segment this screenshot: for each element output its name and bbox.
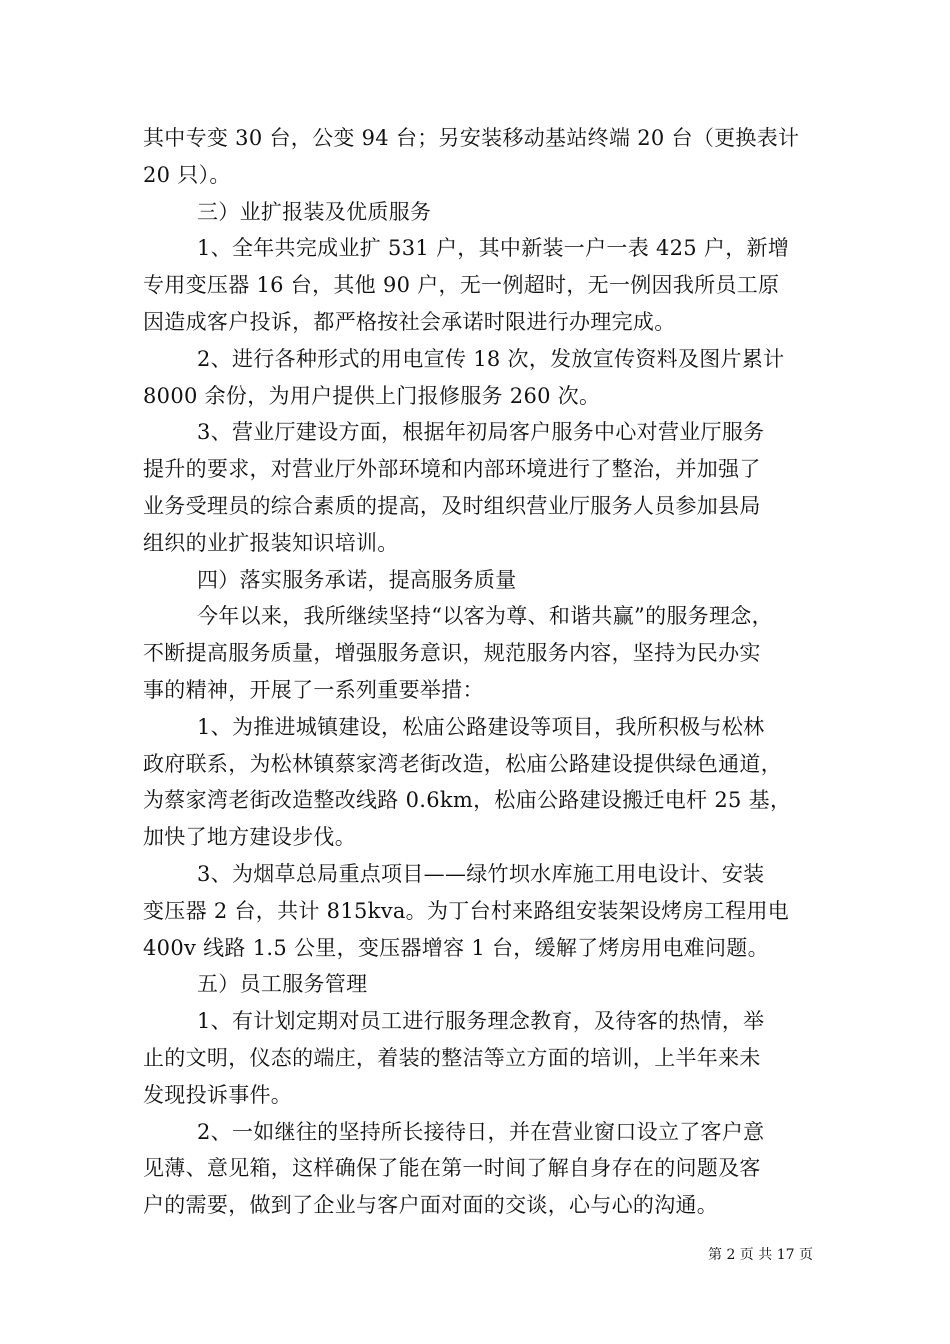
text-line: 2、一如继往的坚持所长接待日，并在营业窗口设立了客户意 bbox=[197, 1119, 765, 1144]
text-line: 不断提高服务质量，增强服务意识，规范服务内容，坚持为民办实 bbox=[143, 641, 761, 666]
text-line: 五）员工服务管理 bbox=[197, 972, 368, 997]
text-line: 政府联系，为松林镇蔡家湾老街改造，松庙公路建设提供绿色通道， bbox=[143, 751, 782, 776]
text-line: 3、为烟草总局重点项目——绿竹坝水库施工用电设计、安装 bbox=[197, 861, 765, 886]
text-line: 为蔡家湾老街改造整改线路 0.6km，松庙公路建设搬迁电杆 25 基， bbox=[143, 788, 792, 813]
text-line: 三）业扩报装及优质服务 bbox=[197, 199, 432, 224]
text-line: 8000 余份，为用户提供上门报修服务 260 次。 bbox=[143, 383, 601, 408]
text-line: 1、为推进城镇建设，松庙公路建设等项目，我所积极与松林 bbox=[197, 714, 765, 739]
text-line: 加快了地方建设步伐。 bbox=[143, 825, 356, 850]
text-line: 1、有计划定期对员工进行服务理念教育，及待客的热情，举 bbox=[197, 1009, 765, 1034]
text-line: 见薄、意见箱，这样确保了能在第一时间了解自身存在的问题及客 bbox=[143, 1156, 761, 1181]
text-line: 其中专变 30 台，公变 94 台；另安装移动基站终端 20 台（更换表计 bbox=[143, 126, 800, 150]
text-line: 专用变压器 16 台，其他 90 户，无一例超时，无一例因我所员工原 bbox=[143, 273, 780, 298]
text-line: 今年以来，我所继续坚持“以客为尊、和谐共赢”的服务理念， bbox=[197, 604, 773, 629]
text-line: 提升的要求，对营业厅外部环境和内部环境进行了整治，并加强了 bbox=[143, 457, 761, 482]
text-line: 因造成客户投诉，都严格按社会承诺时限进行办理完成。 bbox=[143, 309, 676, 334]
text-line: 组织的业扩报装知识培训。 bbox=[143, 530, 399, 555]
text-line: 止的文明，仪态的端庄，着装的整洁等立方面的培训，上半年来未 bbox=[143, 1045, 761, 1070]
text-line: 变压器 2 台，共计 815kva。为丁台村来路组安装架设烤房工程用电 bbox=[143, 898, 790, 923]
document-body bbox=[143, 120, 815, 1224]
text-line: 400v 线路 1.5 公里，变压器增容 1 台，缓解了烤房用电难问题。 bbox=[143, 935, 769, 960]
text-line: 20 只）。 bbox=[143, 162, 231, 187]
text-line: 户的需要，做到了企业与客户面对面的交谈，心与心的沟通。 bbox=[143, 1193, 719, 1218]
text-line: 3、营业厅建设方面，根据年初局客户服务中心对营业厅服务 bbox=[197, 420, 765, 445]
text-line: 2、进行各种形式的用电宣传 18 次，发放宣传资料及图片累计 bbox=[197, 346, 785, 371]
text-line: 事的精神，开展了一系列重要举措： bbox=[143, 677, 484, 702]
text-line: 业务受理员的综合素质的提高，及时组织营业厅服务人员参加县局 bbox=[143, 493, 761, 518]
text-line: 1、全年共完成业扩 531 户，其中新装一户一表 425 户，新增 bbox=[197, 236, 790, 261]
text-line: 发现投诉事件。 bbox=[143, 1082, 293, 1107]
page-footer: 第 2 页 共 17 页 bbox=[708, 1247, 813, 1263]
text-line: 四）落实服务承诺，提高服务质量 bbox=[197, 567, 517, 592]
